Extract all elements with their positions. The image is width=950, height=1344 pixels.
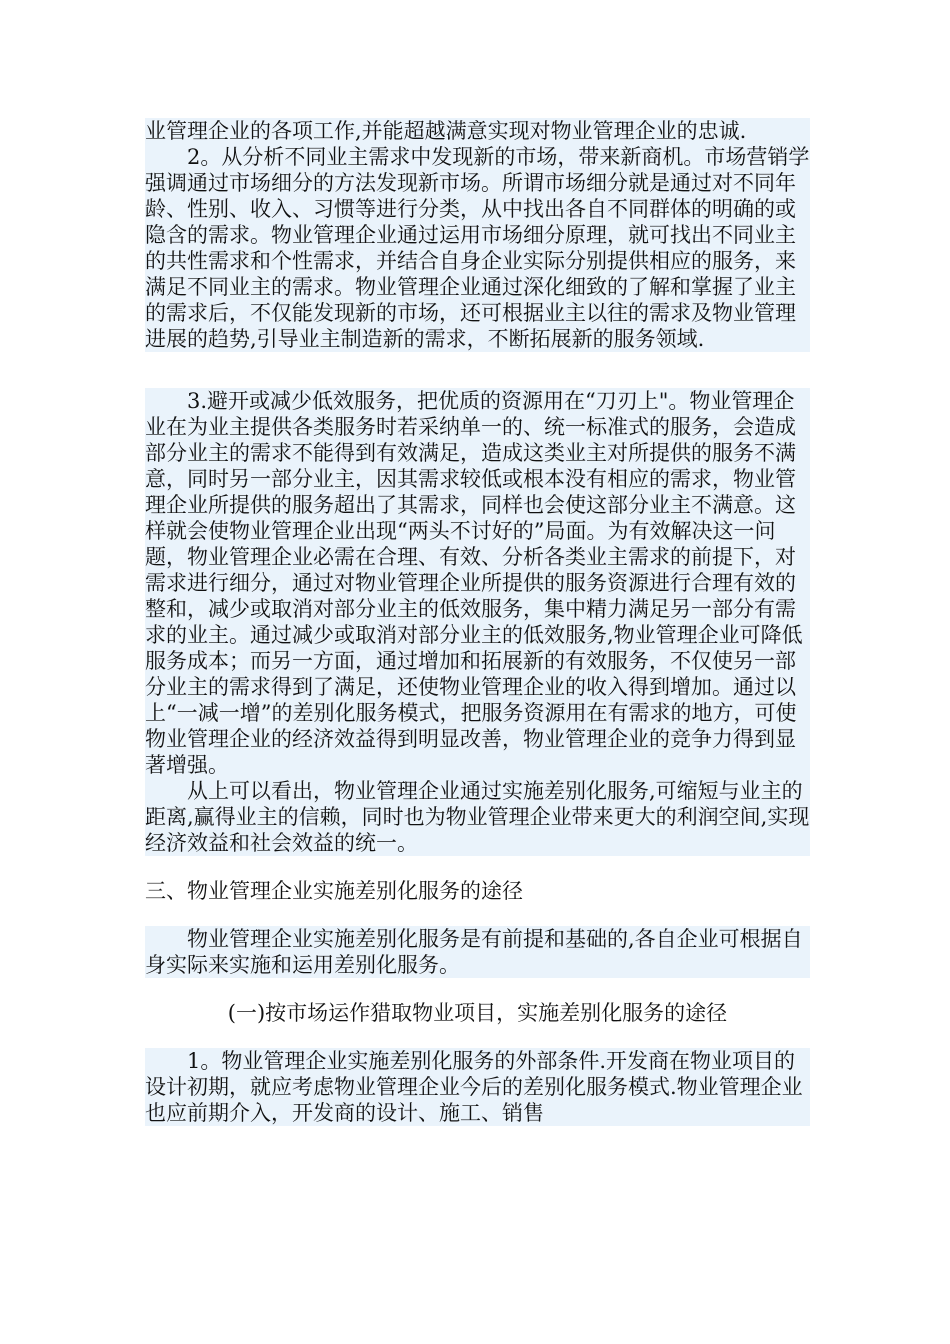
paragraph-section3-intro: 物业管理企业实施差别化服务是有前提和基础的,各自企业可根据自身实际来实施和运用差别化服务。 (145, 926, 810, 978)
paragraph-continued: 业管理企业的各项工作,并能超越满意实现对物业管理企业的忠诚. (145, 118, 810, 144)
paragraph-conclusion: 从上可以看出，物业管理企业通过实施差别化服务,可缩短与业主的距离,赢得业主的信赖，同时也为物业管理企业带来更大的利润空间,实现经济效益和社会效益的统一。 (145, 779, 810, 855)
document-page (145, 118, 810, 1126)
paragraph-3-avoid-low-efficiency: 3.避开或减少低效服务，把优质的资源用在“刀刃上"。物业管理企业在为业主提供各类服务时若采纳单一的、统一标准式的服务，会造成部分业主的需求不能得到有效满足，造成这类业主对所提供的服务不满意，同时另一部分业主，因其需求较低或根本没有相应的需求，物业管理企业所提供的服务超出了其需求，同样也会使这部分业主不满意。这样就会使物业管理企业出现“两头不讨好的”局面。为有效解决这一问题，物业管理企业必需在合理、有效、分析各类业主需求的前提下，对需求进行细分，通过对物业管理企业所提供的服务资源进行合理有效的整和，减少或取消对部分业主的低效服务，集中精力满足另一部分有需求的业主。通过减少或取消对部分业主的低效服务,物业管理企业可降低服务成本；而另一方面，通过增加和拓展新的有效服务，不仅使另一部分业主的需求得到了满足，还使物业管理企业的收入得到增加。通过以上“一减一增”的差别化服务模式，把服务资源用在有需求的地方，可使物业管理企业的经济效益得到明显改善，物业管理企业的竞争力得到显著增强。 (145, 388, 810, 778)
subsection-heading-1: (一)按市场运作猎取物业项目，实施差别化服务的途径 (227, 1001, 728, 1025)
section-heading-3: 三、物业管理企业实施差别化服务的途径 (145, 879, 523, 903)
paragraph-2-market-segmentation: 2。从分析不同业主需求中发现新的市场，带来新商机。市场营销学强调通过市场细分的方法发现新市场。所谓市场细分就是通过对不同年龄、性别、收入、习惯等进行分类，从中找出各自不同群体的明确的或隐含的需求。物业管理企业通过运用市场细分原理，就可找出不同业主的共性需求和个性需求，并结合自身企业实际分别提供相应的服务，来满足不同业主的需求。物业管理企业通过深化细致的了解和掌握了业主的需求后，不仅能发现新的市场，还可根据业主以往的需求及物业管理进展的趋势,引导业主制造新的需求，不断拓展新的服务领域. (145, 145, 810, 351)
paragraph-external-conditions: 1。物业管理企业实施差别化服务的外部条件.开发商在物业项目的设计初期，就应考虑物业管理企业今后的差别化服务模式.物业管理企业也应前期介入，开发商的设计、施工、销售 (145, 1048, 810, 1126)
